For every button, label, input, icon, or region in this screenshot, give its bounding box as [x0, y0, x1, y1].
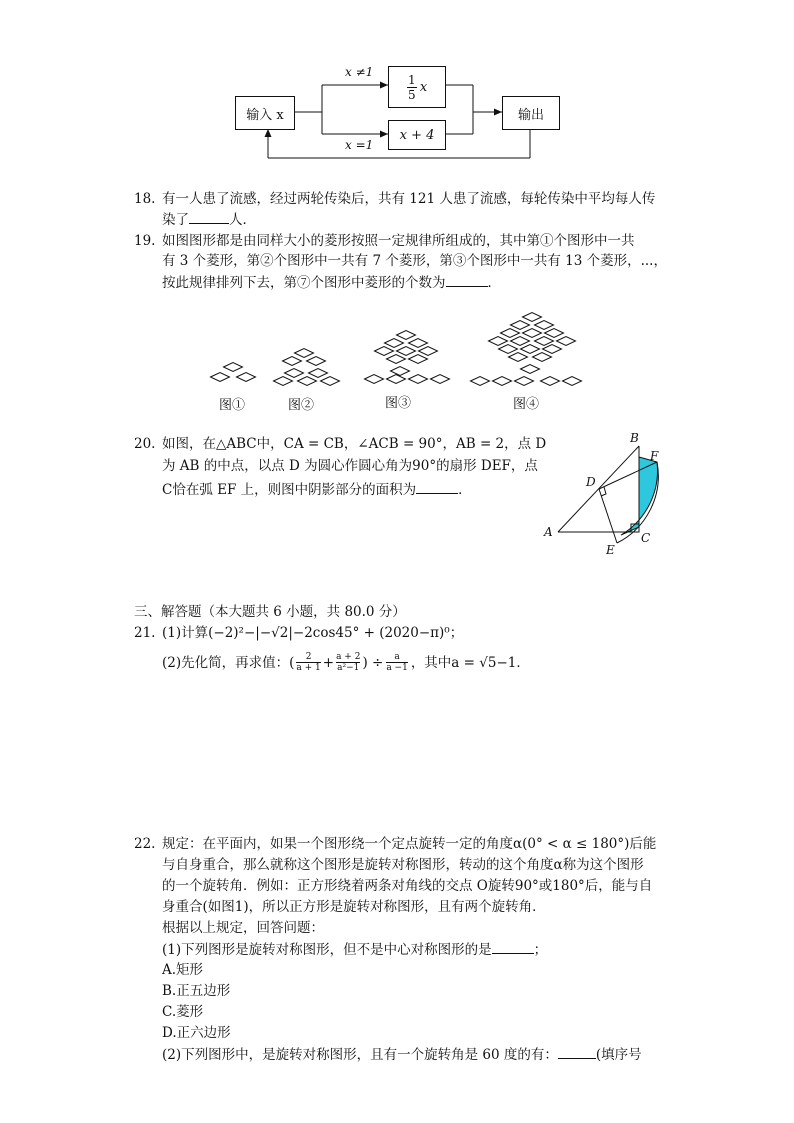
rhombus-shape — [365, 375, 384, 384]
rhombus-shape — [321, 377, 340, 386]
question-number: 19. — [134, 233, 156, 249]
rhombus-shape — [387, 355, 406, 364]
frac1-denominator: a + 1 — [296, 663, 321, 673]
flowchart — [0, 0, 794, 170]
question-text: 规定：在平面内，如果一个图形绕一个定点旋转一定的角度α(0° < α ≤ 180°)后能 — [162, 836, 657, 852]
rhombus-shape — [409, 339, 428, 348]
question-text: 有一人患了流感，经过两轮传染后，共有 121 人患了流感，每轮传染中平均每人传 — [162, 191, 656, 207]
sub-question-2: (2)下列图形中，是旋转对称图形，且有一个旋转角是 60 度的有： (填序号 — [162, 1044, 642, 1065]
answer-blank[interactable] — [492, 939, 534, 954]
rhombus-shape — [409, 375, 428, 384]
part-1: (1)计算(−2)²−|−√2|−2cos45° + (2020−π)⁰； — [162, 625, 464, 641]
output-label: 输出 — [517, 107, 544, 123]
rhombus-shape — [295, 349, 314, 358]
rhombus-shape — [493, 377, 512, 386]
plus-box-label: x + 4 — [399, 127, 435, 143]
rhombus-shape — [391, 367, 410, 376]
input-label: 输入 x — [246, 107, 284, 123]
rhombus-shape — [431, 375, 450, 384]
rhombus-shape — [274, 377, 293, 386]
fraction-variable: x — [419, 79, 428, 95]
rhombus-shape — [515, 377, 534, 386]
frac3-denominator: a −1 — [386, 663, 408, 673]
rhombus-shape — [521, 365, 540, 374]
question-number: 22. — [134, 836, 156, 852]
question-text-line2: 为 AB 的中点，以点 D 为圆心作圆心角为90°的扇形 DEF，点 — [162, 458, 538, 474]
rhombus-shape — [387, 375, 406, 384]
answer-blank[interactable] — [558, 1044, 596, 1059]
rhombus-shape — [307, 357, 326, 366]
rhombus-shape — [375, 347, 394, 356]
rhombus-shape — [509, 353, 528, 362]
fraction-box — [388, 66, 446, 108]
point-label-b: B — [630, 431, 639, 445]
question-text-line2: 染了 人． — [162, 209, 256, 230]
rhombus-shape — [523, 313, 542, 322]
plus-box — [388, 120, 446, 150]
question-text-line2: 与自身重合，那么就称这个图形是旋转对称图形，转动的这个角度α称为这个图形 — [162, 857, 644, 873]
question-text-line3: C恰在弧 EF 上，则图中阴影部分的面积为 ． — [162, 479, 472, 500]
answer-blank[interactable] — [189, 209, 229, 224]
question-text-line3: 的一个旋转角．例如：正方形绕着两条对角线的交点 O旋转90°或180°后，能与自 — [162, 878, 653, 894]
condition-bottom: x =1 — [345, 138, 374, 152]
point-label-e: E — [606, 543, 615, 557]
rhombus-pattern-figure — [200, 305, 600, 395]
rhombus-shape — [237, 373, 256, 382]
option-d: D.正六边形 — [162, 1025, 231, 1041]
rhombus-shape — [501, 329, 520, 338]
answer-blank[interactable] — [446, 272, 488, 287]
figure-caption-4: 图④ — [513, 397, 540, 412]
rhombus-shape — [211, 373, 230, 382]
rhombus-shape — [409, 355, 428, 364]
rhombus-shape — [419, 347, 438, 356]
question-text: 如图，在△ABC中，CA = CB，∠ACB = 90°，AB = 2，点 D — [162, 436, 547, 452]
option-c: C.菱形 — [162, 1004, 204, 1020]
rhombus-shape — [511, 321, 530, 330]
rhombus-shape — [533, 353, 552, 362]
sub-question-1: (1)下列图形是旋转对称图形，但不是中心对称图形的是 ； — [162, 939, 547, 960]
point-label-c: C — [641, 531, 651, 545]
condition-top: x ≠1 — [345, 65, 374, 79]
question-text-line4: 身重合(如图1)，所以正方形是旋转对称图形，且有两个旋转角． — [162, 899, 546, 915]
question-number: 18. — [134, 191, 156, 207]
figure-caption-2: 图② — [288, 398, 315, 413]
geometry-figure — [540, 428, 670, 558]
rhombus-shape — [397, 331, 416, 340]
fraction-numerator: 1 — [408, 72, 416, 87]
question-number: 21. — [134, 625, 156, 641]
section-title: 三、解答题（本大题共 6 小题，共 80.0 分） — [134, 604, 406, 620]
rhombus-shape — [563, 377, 582, 386]
fraction-denominator: 5 — [408, 87, 416, 102]
rhombus-shape — [298, 377, 317, 386]
point-label-a: A — [544, 525, 553, 539]
point-label-d: D — [586, 475, 596, 489]
question-text-line2: 有 3 个菱形，第②个图形中一共有 7 个菱形，第③个图形中一共有 13 个菱形，...， — [162, 253, 667, 269]
rhombus-shape — [545, 329, 564, 338]
option-b: B.正五边形 — [162, 983, 231, 999]
rhombus-shape — [521, 345, 540, 354]
rhombus-shape — [541, 377, 560, 386]
point-label-f: F — [650, 449, 659, 463]
rhombus-shape — [535, 321, 554, 330]
rhombus-shape — [511, 337, 530, 346]
question-text-line5: 根据以上规定，回答问题： — [162, 920, 324, 936]
rhombus-shape — [535, 337, 554, 346]
rhombus-shape — [523, 329, 542, 338]
rhombus-shape — [489, 337, 508, 346]
figure-caption-3: 图③ — [385, 396, 412, 411]
frac3-numerator: a — [394, 652, 400, 662]
input-box — [235, 96, 295, 130]
question-text-line3: 按此规律排列下去，第⑦个图形中菱形的个数为 ． — [162, 272, 501, 293]
question-number: 20. — [134, 436, 156, 452]
rhombus-shape — [543, 345, 562, 354]
frac1-numerator: 2 — [305, 652, 312, 662]
rhombus-shape — [309, 369, 328, 378]
rhombus-shape — [385, 339, 404, 348]
rhombus-shape — [285, 369, 304, 378]
frac2-numerator: a + 2 — [336, 652, 361, 662]
rhombus-shape — [499, 345, 518, 354]
part-2: (2)先化简，再求值： ( 2 a + 1 + a + 2 a²−1 ) ÷ a a −1 ，其中a = √5−1． — [162, 652, 530, 673]
rhombus-shape — [557, 337, 576, 346]
answer-blank[interactable] — [416, 479, 458, 494]
question-text: 如图图形都是由同样大小的菱形按照一定规律所组成的，其中第①个图形中一共 — [162, 233, 635, 249]
rhombus-shape — [397, 347, 416, 356]
rhombus-shape — [283, 357, 302, 366]
rhombus-shape — [224, 363, 243, 372]
option-a: A.矩形 — [162, 962, 204, 978]
rhombus-shape — [471, 377, 490, 386]
output-box — [502, 96, 560, 130]
figure-caption-1: 图① — [219, 398, 246, 413]
frac2-denominator: a²−1 — [337, 663, 360, 673]
